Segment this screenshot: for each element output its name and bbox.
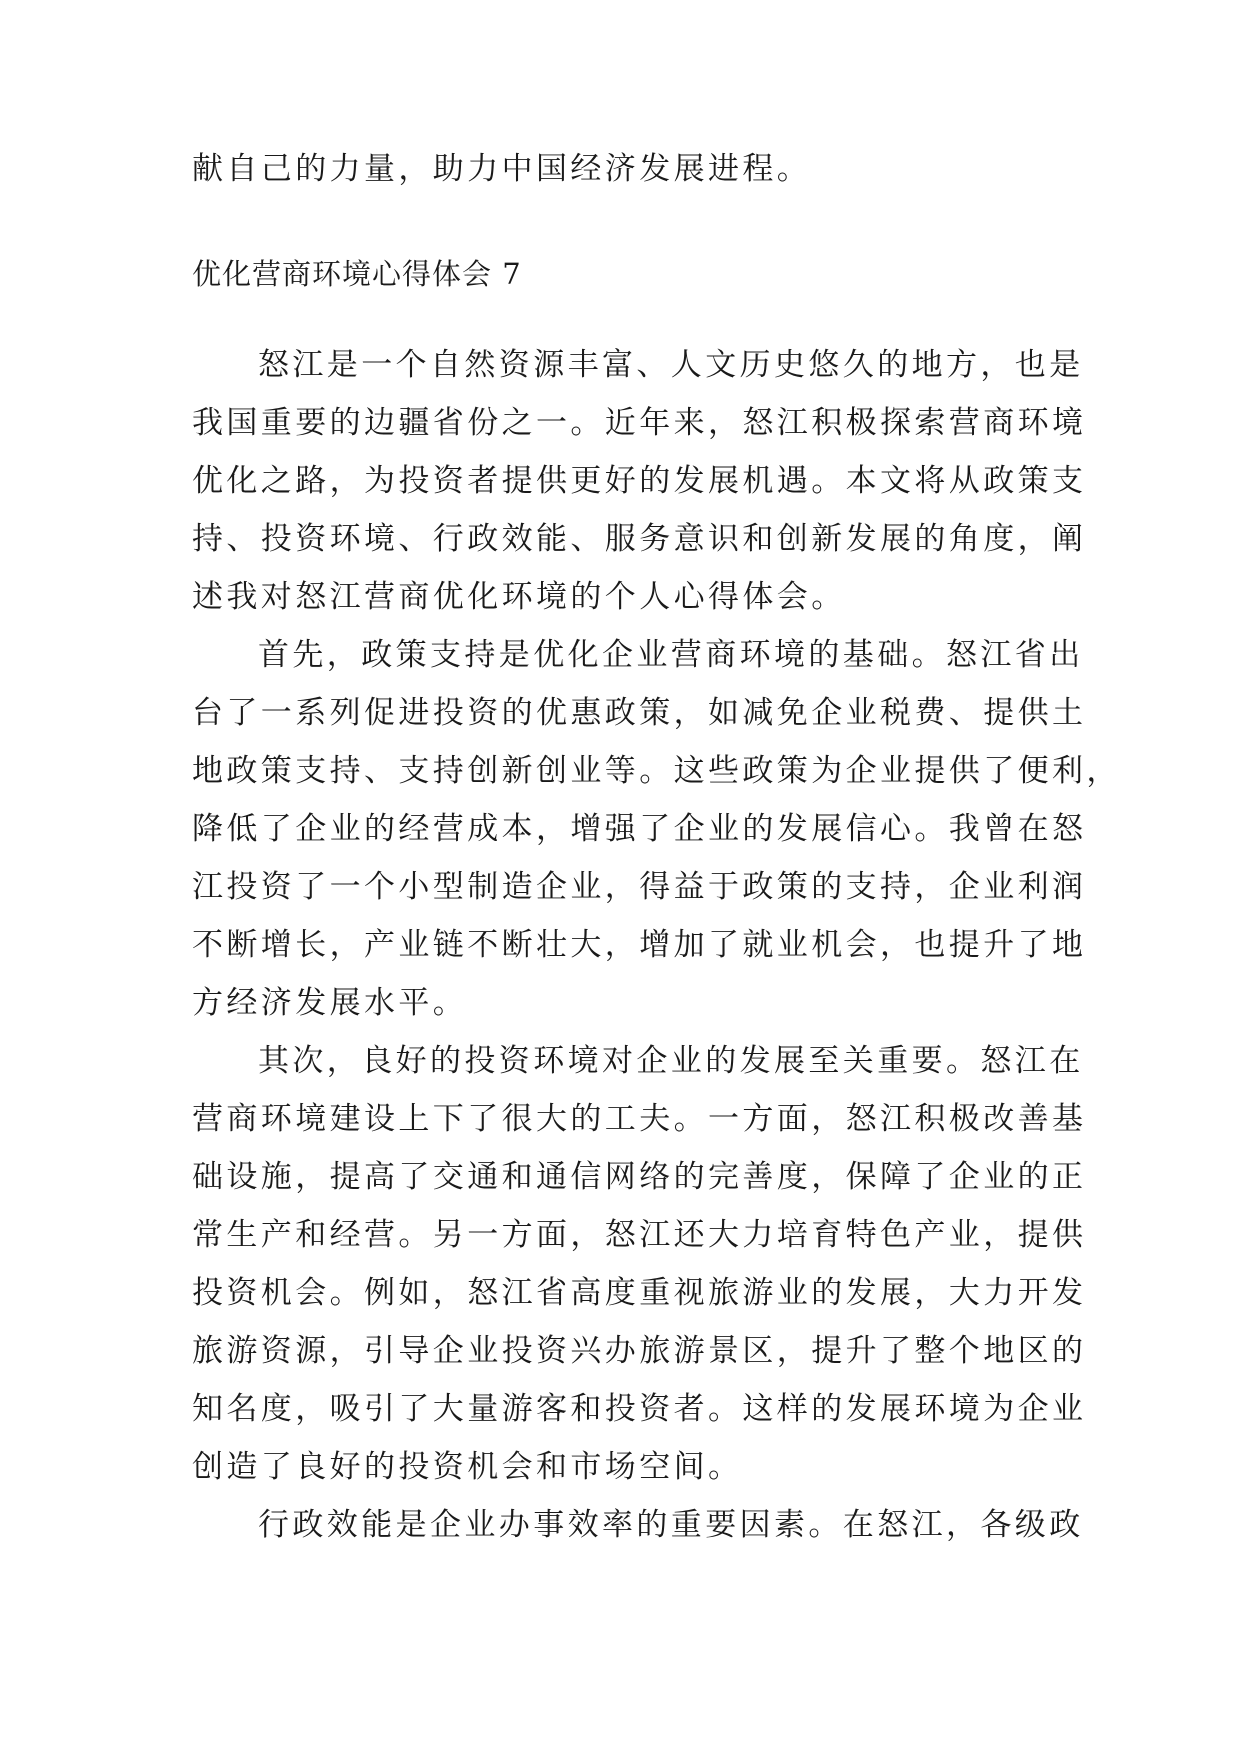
paragraph-3-line-5: 投资机会。例如，怒江省高度重视旅游业的发展，大力开发 <box>192 1275 1087 1311</box>
paragraph-4-line-1: 行政效能是企业办事效率的重要因素。在怒江，各级政 <box>258 1507 1084 1543</box>
section-title: 优化营商环境心得体会 7 <box>192 257 522 291</box>
paragraph-2-line-2: 台了一系列促进投资的优惠政策，如减免企业税费、提供土 <box>192 695 1087 731</box>
paragraph-1-line-4: 持、投资环境、行政效能、服务意识和创新发展的角度，阐 <box>192 521 1087 557</box>
paragraph-2-line-6: 不断增长，产业链不断壮大，增加了就业机会，也提升了地 <box>192 927 1087 963</box>
paragraph-3-line-2: 营商环境建设上下了很大的工夫。一方面，怒江积极改善基 <box>192 1101 1087 1137</box>
paragraph-1-line-3: 优化之路，为投资者提供更好的发展机遇。本文将从政策支 <box>192 463 1087 499</box>
paragraph-3-line-3: 础设施，提高了交通和通信网络的完善度，保障了企业的正 <box>192 1159 1087 1195</box>
paragraph-1-line-2: 我国重要的边疆省份之一。近年来，怒江积极探索营商环境 <box>192 405 1087 441</box>
paragraph-3-line-8: 创造了良好的投资机会和市场空间。 <box>192 1449 743 1485</box>
paragraph-2-line-7: 方经济发展水平。 <box>192 985 468 1021</box>
paragraph-2-line-1: 首先，政策支持是优化企业营商环境的基础。怒江省出 <box>258 637 1084 673</box>
paragraph-3-line-1: 其次，良好的投资环境对企业的发展至关重要。怒江在 <box>258 1043 1084 1079</box>
paragraph-3-line-6: 旅游资源，引导企业投资兴办旅游景区，提升了整个地区的 <box>192 1333 1087 1369</box>
paragraph-2-line-5: 江投资了一个小型制造企业，得益于政策的支持，企业利润 <box>192 869 1087 905</box>
paragraph-2-line-4: 降低了企业的经营成本，增强了企业的发展信心。我曾在怒 <box>192 811 1087 847</box>
paragraph-2-line-3: 地政策支持、支持创新创业等。这些政策为企业提供了便利， <box>192 753 1121 789</box>
paragraph-1-line-5: 述我对怒江营商优化环境的个人心得体会。 <box>192 579 846 615</box>
paragraph-1-line-1: 怒江是一个自然资源丰富、人文历史悠久的地方，也是 <box>258 347 1084 383</box>
intro-text-line: 献自己的力量，助力中国经济发展进程。 <box>192 151 812 187</box>
paragraph-3-line-4: 常生产和经营。另一方面，怒江还大力培育特色产业，提供 <box>192 1217 1087 1253</box>
paragraph-3-line-7: 知名度，吸引了大量游客和投资者。这样的发展环境为企业 <box>192 1391 1087 1427</box>
